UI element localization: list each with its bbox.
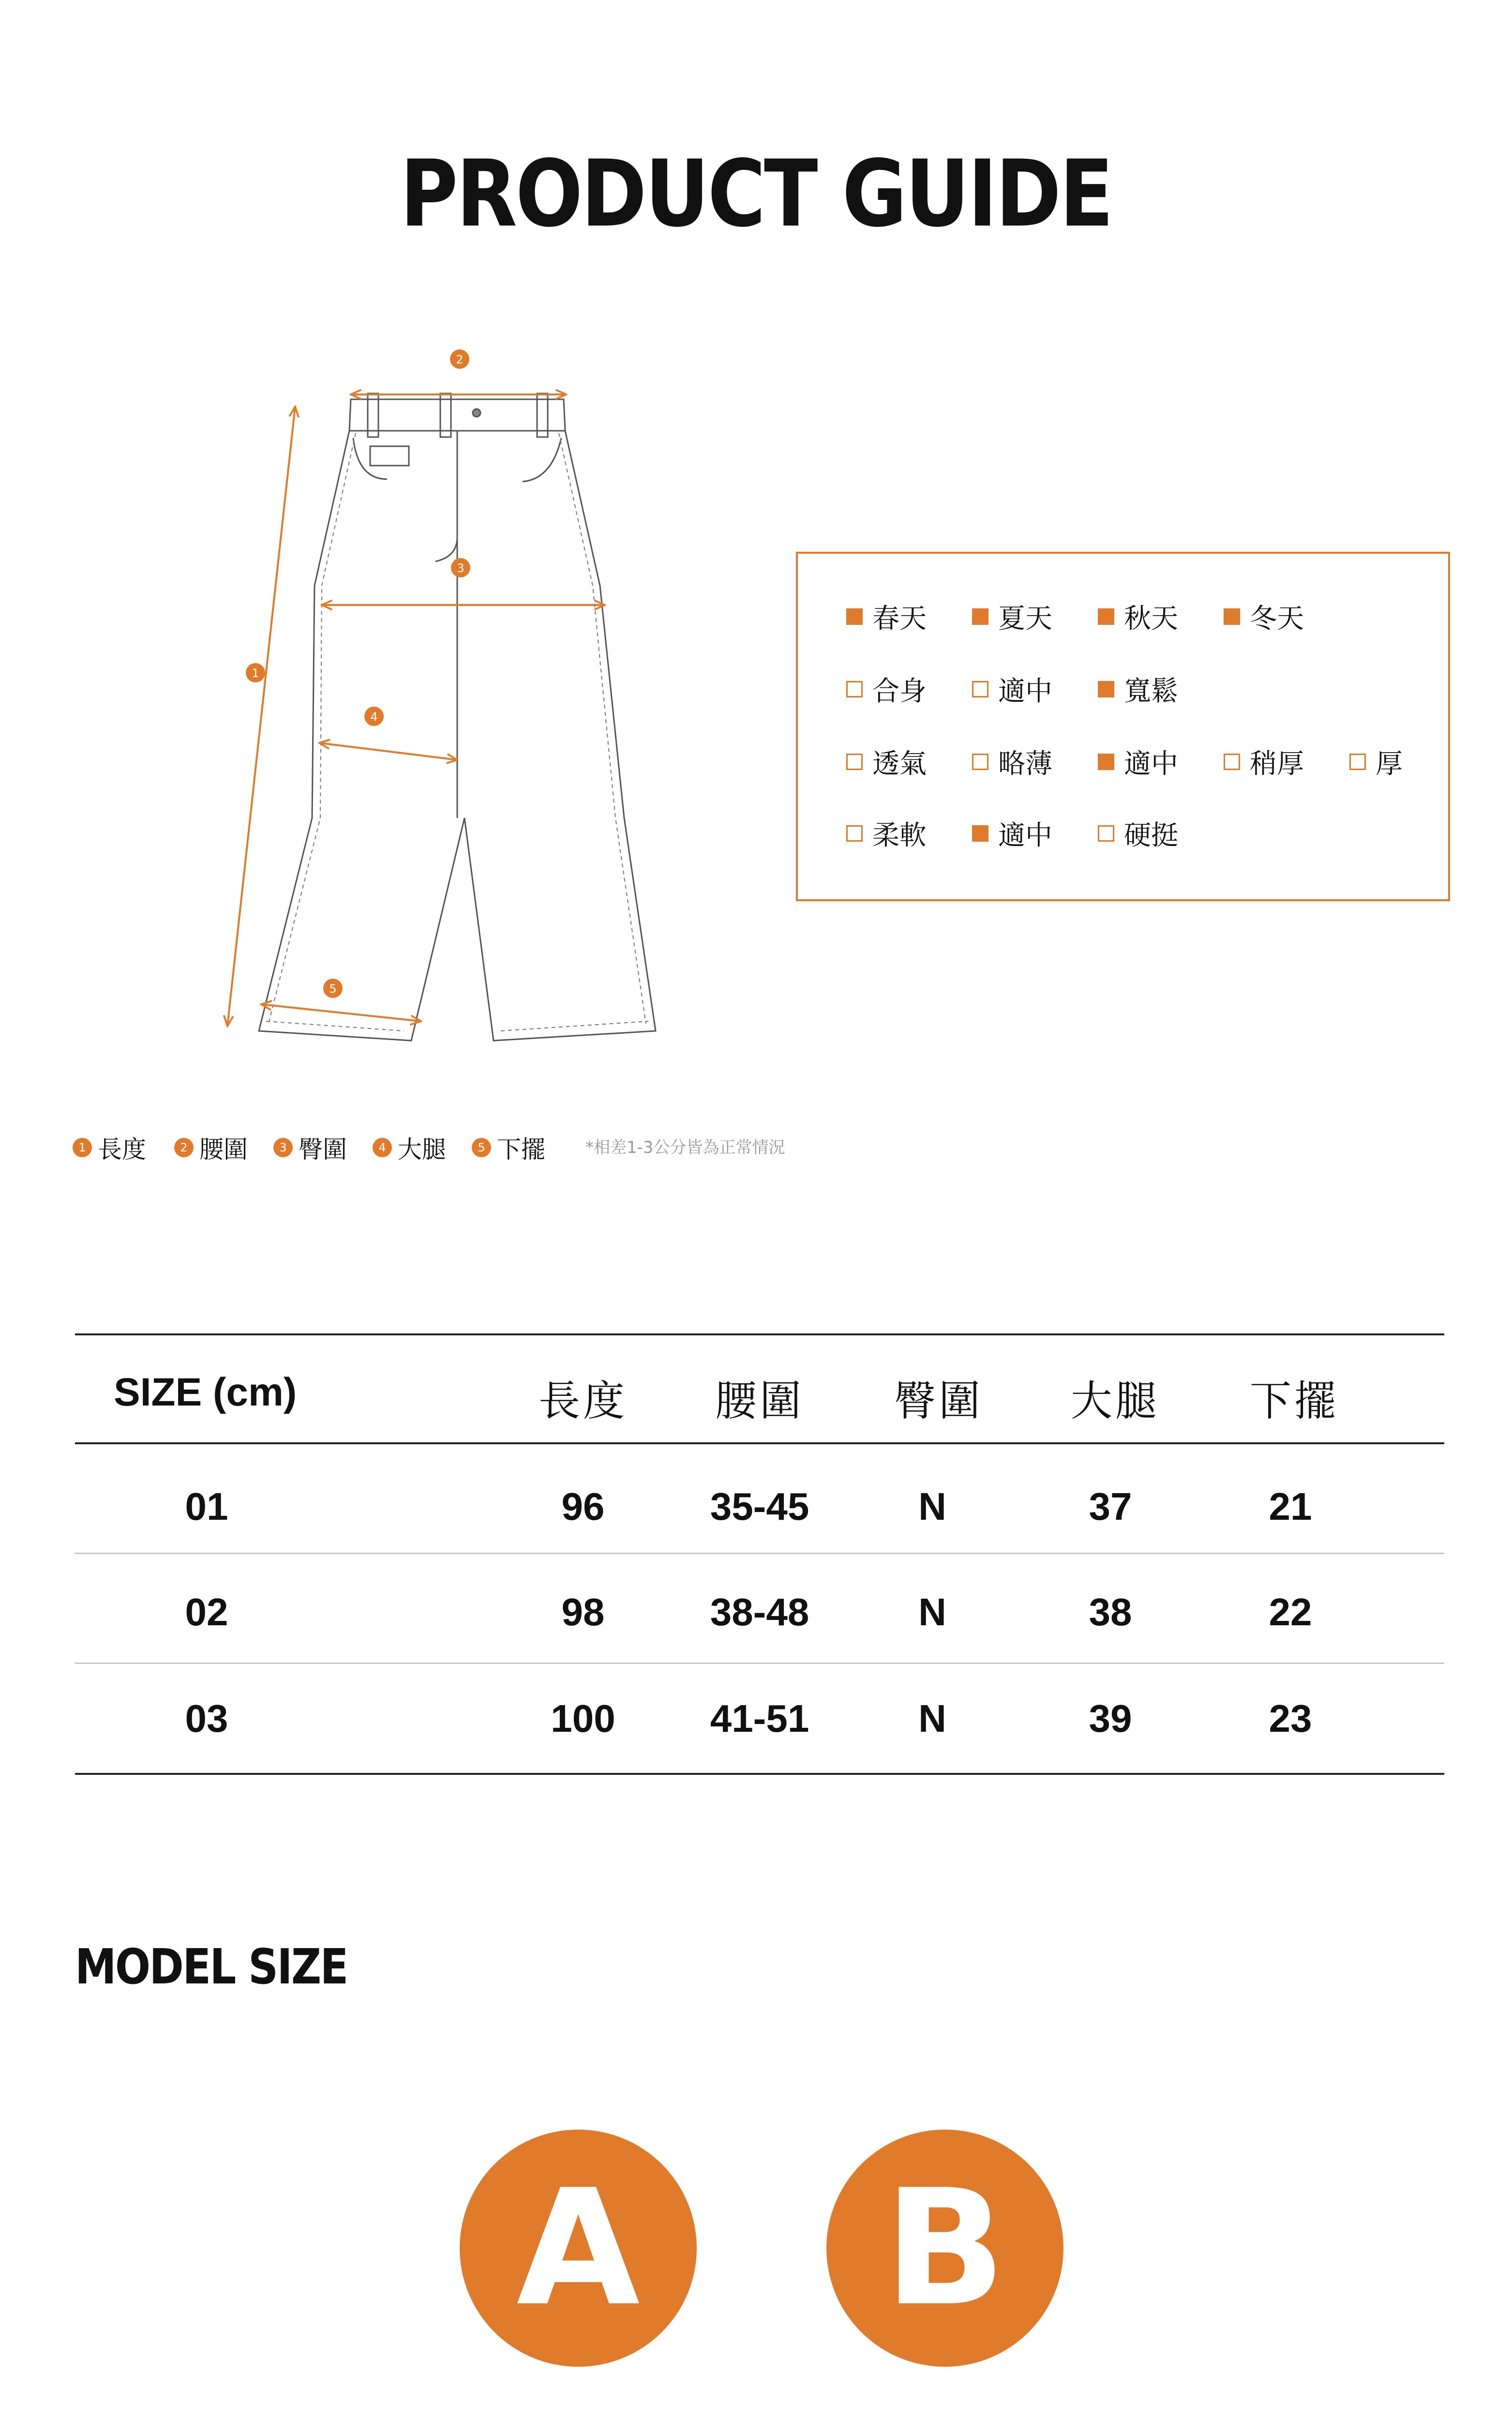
season-summer: 夏天 <box>972 597 1052 636</box>
table-cell: N <box>918 1485 946 1528</box>
table-cell: 39 <box>1089 1697 1132 1740</box>
fit-fitted: 合身 <box>846 670 927 709</box>
checkbox-checked-icon <box>1098 681 1114 697</box>
season-autumn: 秋天 <box>1098 597 1178 636</box>
table-cell: 02 <box>185 1590 228 1634</box>
fit-regular: 適中 <box>972 670 1052 709</box>
fabric-attributes-box <box>796 552 1450 901</box>
table-cell: 21 <box>1269 1485 1312 1528</box>
checkbox-empty-icon <box>972 754 988 770</box>
marker-4: 4 <box>370 710 378 724</box>
thickness-thin: 略薄 <box>972 742 1052 781</box>
marker-5: 5 <box>329 982 337 996</box>
checkbox-empty-icon <box>846 681 863 697</box>
table-cell: 01 <box>185 1485 228 1528</box>
table-cell: 22 <box>1269 1590 1312 1634</box>
table-cell: 35-45 <box>710 1485 809 1528</box>
checkbox-checked-icon <box>972 825 988 842</box>
checkbox-empty-icon <box>972 681 988 697</box>
legend-item-thigh: 4 大腿 <box>373 1130 446 1165</box>
season-spring: 春天 <box>846 597 927 636</box>
softness-soft: 柔軟 <box>846 814 927 853</box>
softness-stiff: 硬挺 <box>1098 814 1178 853</box>
pants-measurement-diagram <box>213 334 677 1070</box>
table-header-waist: 腰圍 <box>715 1377 804 1425</box>
checkbox-empty-icon <box>846 825 863 842</box>
thickness-medium: 適中 <box>1098 742 1178 781</box>
table-cell: N <box>918 1590 946 1634</box>
number-badge: 1 <box>73 1138 92 1157</box>
table-cell: N <box>918 1697 946 1740</box>
checkbox-checked-icon <box>972 608 988 625</box>
table-header-length: 長度 <box>539 1377 628 1425</box>
table-cell: 37 <box>1089 1485 1132 1528</box>
thickness-thick: 厚 <box>1349 742 1403 781</box>
number-badge: 5 <box>472 1138 491 1157</box>
table-cell: 100 <box>551 1697 615 1740</box>
checkbox-empty-icon <box>846 754 863 770</box>
table-cell: 03 <box>185 1697 228 1740</box>
number-badge: 2 <box>174 1138 194 1157</box>
legend-item-hem: 5 下擺 <box>472 1130 545 1165</box>
model-size-title: MODEL SIZE <box>75 1938 347 1995</box>
page-title: PRODUCT GUIDE <box>400 140 1112 247</box>
model-b-badge: B <box>826 2130 1063 2367</box>
checkbox-checked-icon <box>846 608 863 625</box>
softness-medium: 適中 <box>972 814 1052 853</box>
season-winter: 冬天 <box>1224 597 1304 636</box>
marker-1: 1 <box>252 666 259 680</box>
marker-3: 3 <box>457 561 464 575</box>
checkbox-empty-icon <box>1098 825 1114 842</box>
table-header-hem: 下擺 <box>1250 1377 1339 1425</box>
legend-item-waist: 2 腰圍 <box>174 1130 248 1165</box>
table-header-thigh: 大腿 <box>1071 1377 1160 1425</box>
table-header-size: SIZE (cm) <box>114 1370 297 1414</box>
pants-outline <box>259 393 656 1041</box>
marker-2: 2 <box>456 353 464 366</box>
table-cell: 38 <box>1089 1590 1132 1634</box>
legend-item-hip: 3 臀圍 <box>273 1130 347 1165</box>
number-badge: 4 <box>373 1138 392 1157</box>
table-cell: 98 <box>561 1590 605 1634</box>
thickness-slightly-thick: 稍厚 <box>1224 742 1304 781</box>
number-badge: 3 <box>273 1138 293 1157</box>
checkbox-checked-icon <box>1224 608 1240 625</box>
checkbox-empty-icon <box>1224 754 1240 770</box>
table-cell: 41-51 <box>710 1697 809 1740</box>
checkbox-checked-icon <box>1098 608 1114 625</box>
measurement-markers <box>246 349 470 998</box>
table-header-hip: 臀圍 <box>894 1377 983 1425</box>
tolerance-note: *相差1-3公分皆為正常情況 <box>585 1138 785 1157</box>
thickness-breathable: 透氣 <box>846 742 927 781</box>
fit-loose: 寬鬆 <box>1098 670 1178 709</box>
model-a-badge: A <box>460 2130 697 2367</box>
table-cell: 96 <box>561 1485 605 1528</box>
table-cell: 23 <box>1269 1697 1312 1740</box>
table-cell: 38-48 <box>710 1590 809 1634</box>
checkbox-empty-icon <box>1349 754 1366 770</box>
legend-item-length: 1 長度 <box>73 1130 146 1165</box>
checkbox-checked-icon <box>1098 754 1114 770</box>
